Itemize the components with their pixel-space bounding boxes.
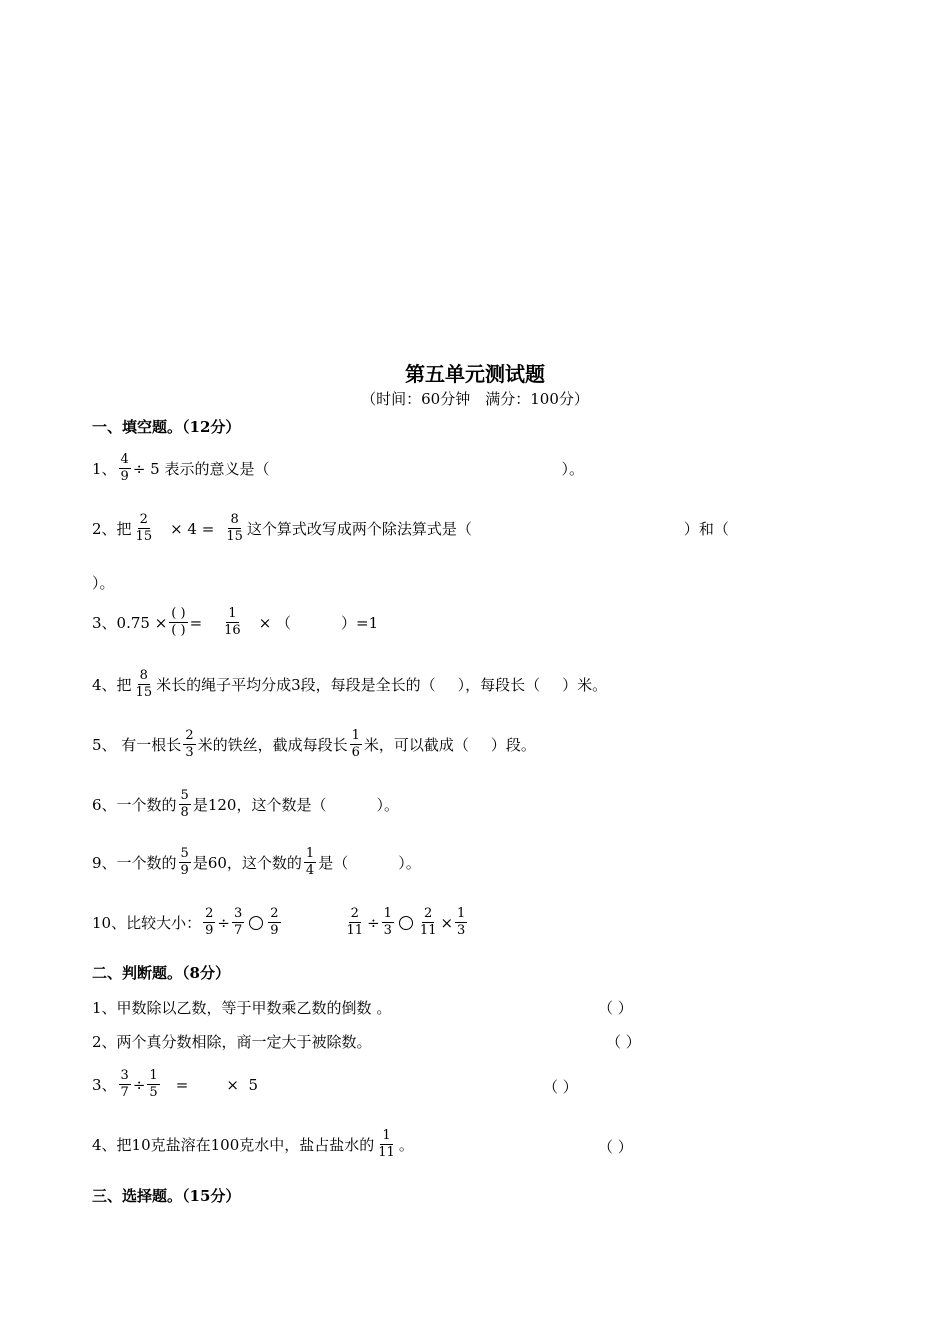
operator: ÷ <box>132 1075 146 1094</box>
q-text: 5、 有一根长 <box>92 736 182 754</box>
numerator: 1 <box>382 1128 391 1143</box>
q-text: 是60，这个数的 <box>192 854 302 872</box>
fill-question-3 <box>92 606 378 639</box>
q-text: 3、0.75 × <box>92 614 168 632</box>
q-text: 米的铁丝，截成每段长 <box>197 736 348 754</box>
fill-question-2 <box>92 512 729 545</box>
fraction <box>119 452 131 485</box>
numerator: 2 <box>270 906 279 921</box>
numerator: 5 <box>180 846 189 861</box>
fraction <box>382 906 394 939</box>
compare-circle[interactable] <box>399 916 413 930</box>
judge-answer-paren[interactable] <box>543 1076 578 1097</box>
q-text: 4、把 <box>92 676 132 694</box>
q-text: 9、一个数的 <box>92 854 177 872</box>
q-text: ）。 <box>376 796 399 814</box>
q-text: ）。 <box>92 574 115 592</box>
fraction <box>224 512 245 545</box>
numerator: 8 <box>230 512 239 527</box>
fraction <box>304 846 316 879</box>
numerator: 4 <box>120 452 129 467</box>
operator: × <box>440 913 454 932</box>
denominator: 3 <box>457 923 466 938</box>
q-text: 。 <box>398 1136 414 1154</box>
numerator: 2 <box>350 906 359 921</box>
q-text: ），每段长（ <box>457 676 541 694</box>
judge-answer-paren[interactable] <box>598 997 633 1018</box>
fraction <box>179 846 191 879</box>
q-text: ）=1 <box>341 614 379 632</box>
fill-question-6 <box>92 788 399 821</box>
q-text: 3、 <box>92 1076 117 1094</box>
fraction <box>345 906 366 939</box>
numerator: 2 <box>205 906 214 921</box>
q-text: 2、把 <box>92 520 132 538</box>
q-text: 10、比较大小： <box>92 914 202 932</box>
numerator: 1 <box>305 846 315 861</box>
judge-question-3 <box>92 1068 258 1101</box>
operator: ÷ <box>217 913 230 932</box>
q-text: 6、一个数的 <box>92 796 177 814</box>
numerator: 1 <box>351 728 360 743</box>
denominator: 6 <box>351 745 360 760</box>
denominator: 11 <box>378 1145 395 1160</box>
q-text: 是（ <box>318 854 349 872</box>
q-text: ）。 <box>398 854 421 872</box>
numerator: 1 <box>457 906 466 921</box>
fraction <box>134 668 155 701</box>
numerator: 2 <box>424 906 433 921</box>
q-text: ）和（ <box>683 520 729 538</box>
q-text: 这个算式改写成两个除法算式是（ <box>246 520 472 538</box>
judge-answer-paren[interactable] <box>606 1031 641 1052</box>
denominator: 9 <box>180 863 189 878</box>
denominator: 7 <box>120 1085 129 1100</box>
fraction <box>232 906 244 939</box>
fraction <box>455 906 467 939</box>
paren-text: （ ） <box>598 999 633 1017</box>
compare-circle[interactable] <box>249 916 263 930</box>
numerator: ( ) <box>171 606 186 621</box>
denominator: 11 <box>346 923 364 938</box>
fraction <box>179 788 191 821</box>
denominator: 16 <box>224 623 241 638</box>
q-text: = <box>189 613 203 632</box>
q-text: × （ <box>258 614 292 632</box>
denominator: 9 <box>270 923 279 938</box>
numerator: 1 <box>228 606 237 621</box>
fraction <box>418 906 439 939</box>
fraction <box>134 512 155 545</box>
fraction <box>203 906 215 939</box>
judge-question-1 <box>92 997 391 1018</box>
denominator: 5 <box>149 1085 158 1100</box>
fill-question-10 <box>92 906 469 939</box>
numerator: 3 <box>233 906 243 921</box>
paren-text: （ ） <box>606 1033 641 1051</box>
section-heading-fill: 一、填空题。（12分） <box>92 418 241 436</box>
fill-question-2-cont <box>92 572 115 593</box>
numerator: 2 <box>185 728 194 743</box>
numerator: 8 <box>139 668 148 683</box>
q-text: 1、甲数除以乙数，等于甲数乘乙数的倒数 。 <box>92 999 392 1017</box>
numerator: 5 <box>180 788 189 803</box>
denominator: 7 <box>233 923 243 938</box>
fraction <box>169 606 187 639</box>
q-text: = × 5 <box>175 1075 259 1094</box>
denominator: 15 <box>226 529 243 544</box>
operator: ÷ <box>367 913 380 932</box>
q-text: 米长的绳子平均分成3段，每段是全长的（ <box>156 676 436 694</box>
denominator: 3 <box>185 745 194 760</box>
q-text: ÷ 5 表示的意义是（ <box>132 460 270 478</box>
judge-question-2 <box>92 1031 372 1052</box>
fraction <box>147 1068 159 1101</box>
fill-question-9 <box>92 846 421 879</box>
denominator: 3 <box>383 923 392 938</box>
fraction <box>350 728 362 761</box>
page-title: 第五单元测试题 <box>405 362 545 386</box>
denominator: 9 <box>205 923 214 938</box>
q-text: 米，可以截成（ <box>363 736 469 754</box>
q-text: × 4 = <box>170 519 215 538</box>
denominator: 15 <box>135 685 153 700</box>
denominator: 8 <box>180 805 189 820</box>
numerator: 3 <box>120 1068 129 1083</box>
numerator: 1 <box>383 906 392 921</box>
judge-question-4 <box>92 1128 414 1161</box>
page-subtitle: （时间：60分钟 满分：100分） <box>361 390 589 408</box>
fill-question-4 <box>92 668 607 701</box>
numerator: 1 <box>149 1068 158 1083</box>
q-text: ）。 <box>561 460 584 478</box>
section-heading-choice: 三、选择题。（15分） <box>92 1187 241 1205</box>
fill-question-1 <box>92 452 584 485</box>
fill-question-5 <box>92 728 536 761</box>
paren-text: （ ） <box>543 1078 578 1096</box>
denominator: 15 <box>135 529 153 544</box>
q-text: 是120，这个数是（ <box>192 796 327 814</box>
denominator: ( ) <box>171 623 186 638</box>
q-text: ）段。 <box>490 736 536 754</box>
fraction <box>268 906 280 939</box>
section-heading-judge: 二、判断题。（8分） <box>92 964 230 982</box>
paren-text: （ ） <box>598 1138 633 1156</box>
denominator: 9 <box>120 469 129 484</box>
q-text: 2、两个真分数相除，商一定大于被除数。 <box>92 1033 372 1051</box>
denominator: 11 <box>419 923 437 938</box>
fraction <box>119 1068 131 1101</box>
q-text: 4、把10克盐溶在100克水中，盐占盐水的 <box>92 1136 375 1154</box>
fraction <box>183 728 195 761</box>
denominator: 4 <box>305 863 315 878</box>
q-text: 1、 <box>92 460 117 478</box>
numerator: 2 <box>139 512 148 527</box>
fraction <box>222 606 243 639</box>
q-text: ）米。 <box>562 676 608 694</box>
fraction <box>376 1128 397 1161</box>
judge-answer-paren[interactable] <box>598 1136 633 1157</box>
